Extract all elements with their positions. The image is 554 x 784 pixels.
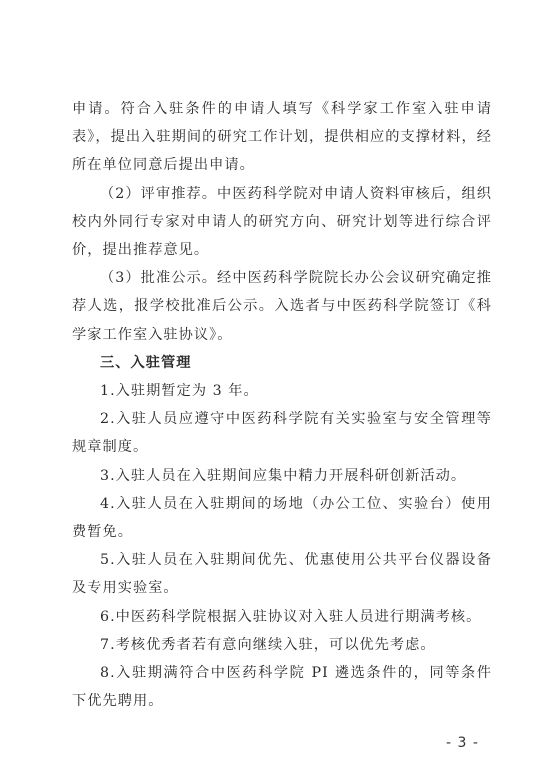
list-item-6: 6.中医药科学院根据入驻协议对入驻人员进行期满考核。 xyxy=(100,608,482,625)
list-item-7: 7.考核优秀者若有意向继续入驻，可以优先考虑。 xyxy=(100,636,436,653)
list-item-1: 1.入驻期暂定为 3 年。 xyxy=(100,383,259,400)
paragraph-application-text: 申请。符合入驻条件的申请人填写《科学家工作室入驻申请表》，提出入驻期间的研究工作计划，提供相应的支撑材料，经所在单位同意后提出申请。 xyxy=(72,101,492,174)
list-item-4: 4.入驻人员在入驻期间的场地（办公工位、实验台）使用费暂免。 xyxy=(72,495,492,541)
list-item-2: 2.入驻人员应遵守中医药科学院有关实验室与安全管理等规章制度。 xyxy=(72,411,492,456)
document-body xyxy=(72,95,492,715)
list-item-8: 8.入驻期满符合中医药科学院 PI 遴选条件的，同等条件下优先聘用。 xyxy=(72,665,492,710)
page-number: - 3 - xyxy=(446,735,479,751)
paragraph-review-recommendation: （2）评审推荐。中医药科学院对申请人资料审核后，组织校内外同行专家对申请人的研究方向、研究计划等进行综合评价，提出推荐意见。 xyxy=(72,185,492,259)
paragraph-approval-publicity: （3）批准公示。经中医药科学院院长办公会议研究确定推荐人选，报学校批准后公示。入选者与中医药科学院签订《科学家工作室入驻协议》。 xyxy=(72,270,492,343)
list-item-3: 3.入驻人员在入驻期间应集中精力开展科研创新活动。 xyxy=(100,467,467,484)
list-item-5: 5.入驻人员在入驻期间优先、优惠使用公共平台仪器设备及专用实验室。 xyxy=(72,552,492,597)
section-heading-settlement-management: 三、入驻管理 xyxy=(100,354,192,371)
